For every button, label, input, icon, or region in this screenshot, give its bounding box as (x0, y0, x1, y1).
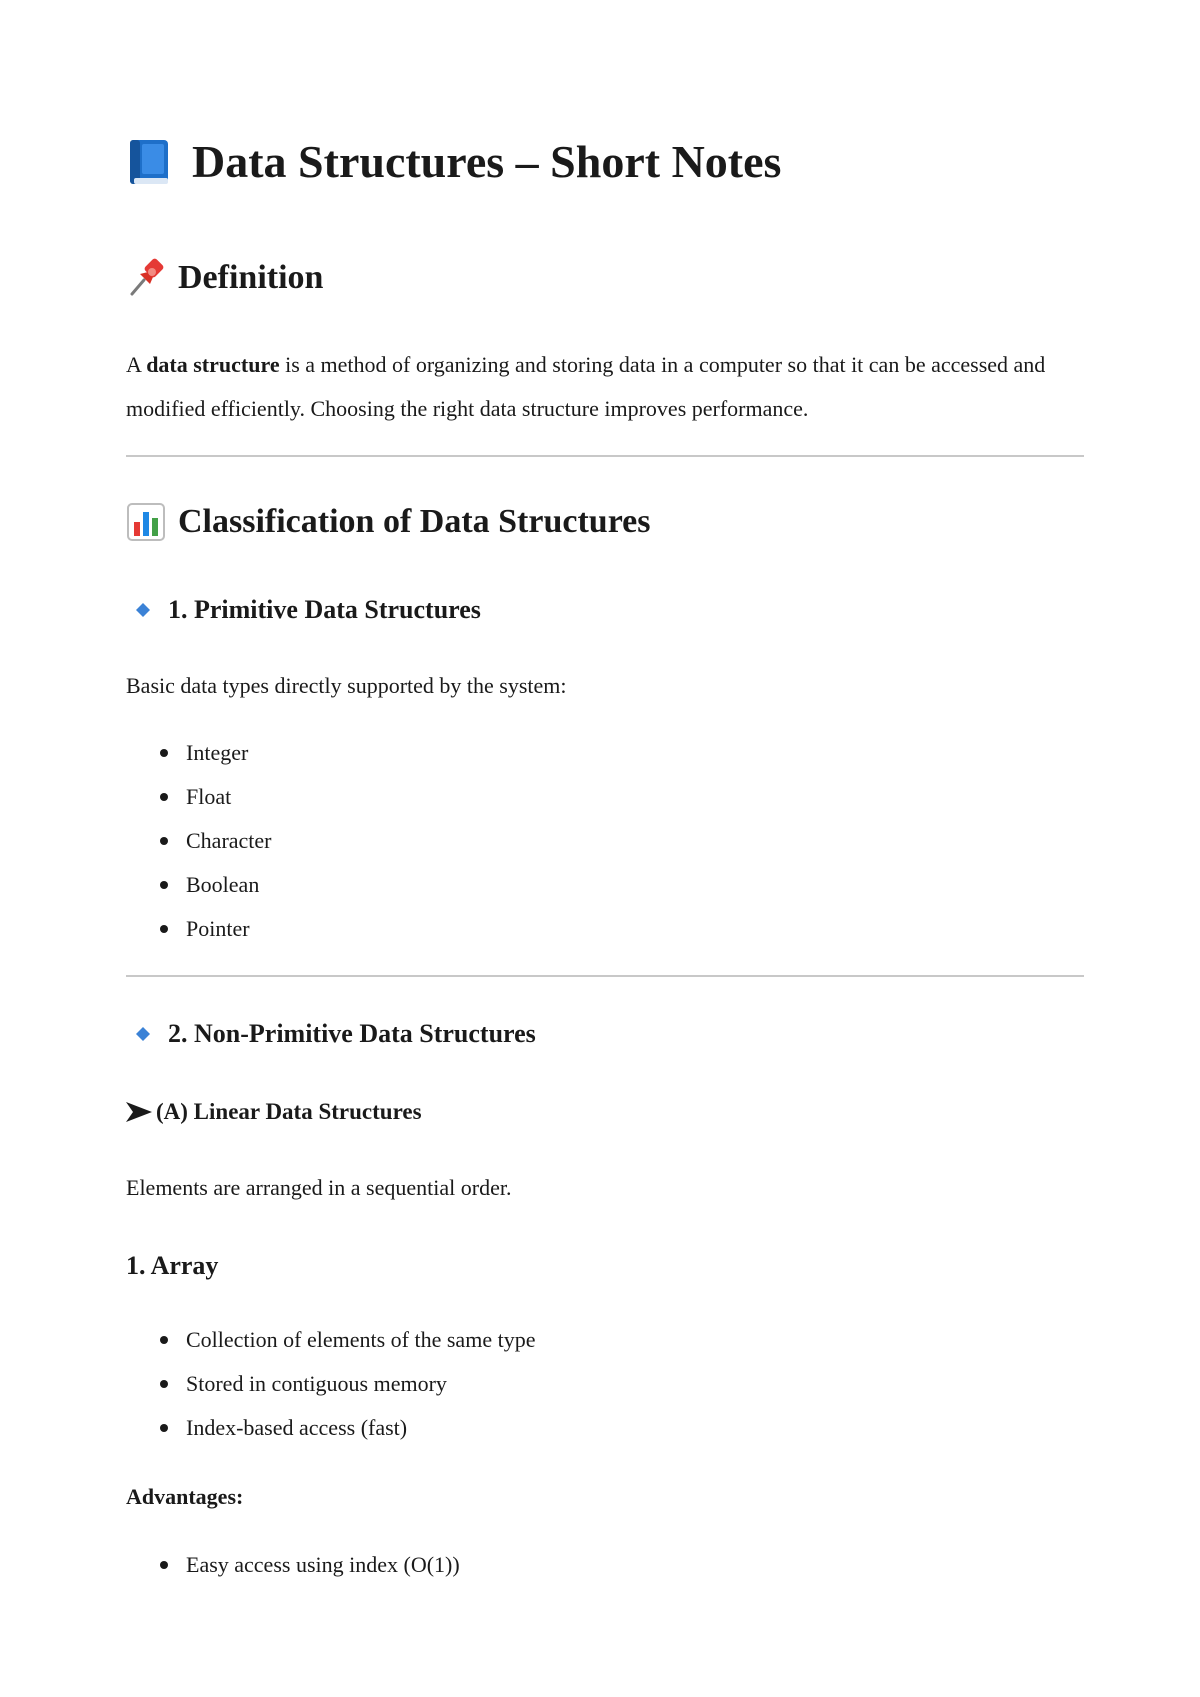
non-primitive-heading (136, 1021, 536, 1047)
bullet-icon (160, 925, 168, 933)
bullet-icon (160, 881, 168, 889)
definition-text-start: A (126, 352, 147, 377)
bullet-icon (160, 793, 168, 801)
advantages-list (160, 1543, 460, 1587)
primitive-intro: Basic data types directly supported by the system: (126, 673, 567, 698)
blue-diamond-icon (136, 1027, 150, 1041)
definition-heading (126, 258, 323, 298)
definition-paragraph (126, 343, 1084, 431)
list-item: Pointer (160, 907, 272, 951)
definition-term: data structure (146, 352, 280, 377)
definition-text-rest: is a method of organizing and storing data in a computer so that it can be accessed and modified efficiently. Choosing the right data structure improves performance. (126, 352, 1046, 421)
list-item: Integer (160, 731, 272, 775)
list-item: Stored in contiguous memory (160, 1362, 535, 1406)
list-item: Index-based access (fast) (160, 1406, 535, 1450)
blue-book-icon (126, 138, 172, 186)
bullet-icon (160, 1561, 168, 1569)
section-divider (126, 975, 1084, 977)
list-item: Easy access using index (O(1)) (160, 1543, 460, 1587)
classification-heading-text: Classification of Data Structures (178, 503, 651, 540)
section-divider (126, 455, 1084, 457)
definition-heading-text: Definition (178, 259, 324, 296)
arrowhead-icon (126, 1102, 152, 1122)
page-title (126, 138, 781, 186)
linear-heading (126, 1100, 422, 1123)
blue-diamond-icon (136, 603, 150, 617)
advantages-label: Advantages: (126, 1484, 244, 1509)
bullet-icon (160, 1380, 168, 1388)
primitive-heading-text: 1. Primitive Data Structures (168, 595, 481, 624)
bullet-icon (160, 837, 168, 845)
linear-heading-text: (A) Linear Data Structures (156, 1099, 422, 1124)
primitive-heading (136, 597, 481, 623)
bullet-icon (160, 1424, 168, 1432)
list-item: Boolean (160, 863, 272, 907)
pushpin-icon (126, 258, 166, 298)
non-primitive-heading-text: 2. Non-Primitive Data Structures (168, 1019, 536, 1048)
classification-heading (126, 502, 651, 542)
list-item: Float (160, 775, 272, 819)
array-heading: 1. Array (126, 1251, 219, 1280)
linear-intro: Elements are arranged in a sequential order. (126, 1175, 512, 1200)
bullet-icon (160, 1336, 168, 1344)
list-item: Collection of elements of the same type (160, 1318, 535, 1362)
bar-chart-icon (126, 502, 166, 542)
bullet-icon (160, 749, 168, 757)
list-item: Character (160, 819, 272, 863)
array-list (160, 1318, 535, 1450)
primitive-list (160, 731, 272, 951)
page-title-text: Data Structures – Short Notes (192, 136, 782, 187)
